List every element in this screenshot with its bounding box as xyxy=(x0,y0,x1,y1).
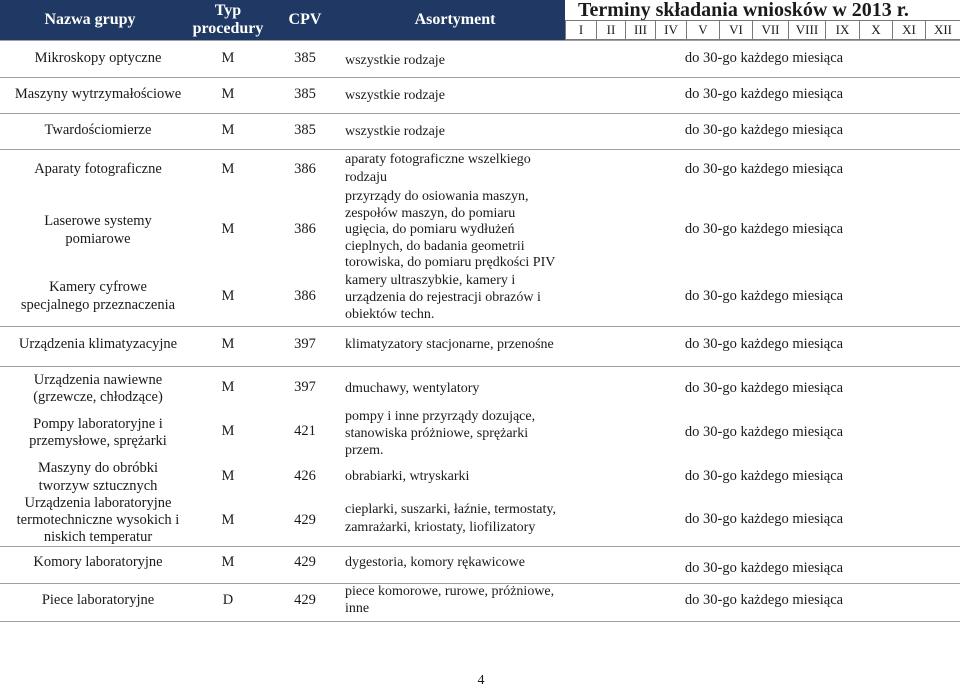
procedure-type: D xyxy=(222,592,234,608)
header-cpv: CPV xyxy=(288,11,322,28)
assortment-line: urządzenia do rejestracji obrazów i xyxy=(345,290,541,305)
group-name xyxy=(0,554,196,571)
group-name-line: Urządzenia laboratoryjne xyxy=(24,495,172,511)
group-name-line: niskich temperatur xyxy=(43,529,153,545)
procedure-type: M xyxy=(221,468,235,484)
header-deadlines-title: Terminy składania wniosków w 2013 r. xyxy=(578,0,909,21)
procedure-type: M xyxy=(221,161,235,177)
submission-deadline: do 30-go każdego miesiąca xyxy=(684,50,844,66)
header-procedure-type xyxy=(180,2,276,38)
month-cell: V xyxy=(686,21,719,39)
submission-deadline: do 30-go każdego miesiąca xyxy=(684,336,844,352)
procedure-type: M xyxy=(221,122,235,138)
cpv-code: 429 xyxy=(294,554,316,570)
header-assortment: Asortyment xyxy=(414,11,496,28)
assortment xyxy=(345,52,571,69)
row-divider xyxy=(0,366,960,367)
assortment-line: obrabiarki, wtryskarki xyxy=(345,469,470,484)
cpv-code: 386 xyxy=(294,288,316,304)
assortment-line: klimatyzatory stacjonarne, przenośne xyxy=(345,337,554,352)
assortment-line: wszystkie rodzaje xyxy=(345,88,445,103)
cpv-code: 385 xyxy=(294,122,316,138)
group-name xyxy=(0,336,196,353)
submission-deadline: do 30-go każdego miesiąca xyxy=(684,424,844,440)
submission-deadline: do 30-go każdego miesiąca xyxy=(684,221,844,237)
assortment xyxy=(345,123,571,140)
row-divider xyxy=(0,113,960,114)
group-name xyxy=(0,212,196,248)
cpv-code: 397 xyxy=(294,336,316,352)
group-name xyxy=(0,416,196,450)
submission-deadline: do 30-go każdego miesiąca xyxy=(684,161,844,177)
header-group-name: Nazwa grupy xyxy=(44,11,136,28)
group-name-line: pomiarowe xyxy=(65,231,131,247)
month-cell: VII xyxy=(752,21,788,39)
procedure-type: M xyxy=(221,379,235,395)
month-cell: III xyxy=(625,21,655,39)
assortment-line: obiektów techn. xyxy=(345,307,435,322)
cpv-code: 421 xyxy=(294,423,316,439)
row-divider xyxy=(0,326,960,327)
page-number: 4 xyxy=(477,673,485,688)
month-cell: IX xyxy=(825,21,859,39)
assortment xyxy=(345,408,571,459)
group-name-line: Komory laboratoryjne xyxy=(33,554,163,570)
assortment xyxy=(345,189,571,272)
assortment-line: zamrażarki, kriostaty, liofilizatory xyxy=(345,520,536,535)
group-name-line: (grzewcze, chłodzące) xyxy=(33,389,163,405)
assortment xyxy=(345,272,571,323)
assortment xyxy=(345,501,571,537)
group-name xyxy=(0,372,196,406)
assortment-line: cieplnych, do badania geometrii xyxy=(345,238,525,254)
procedure-type: M xyxy=(221,554,235,570)
assortment-line: ugięcia, do pomiaru wydłużeń xyxy=(345,222,515,237)
group-name-line: Mikroskopy optyczne xyxy=(34,50,162,66)
cpv-code: 397 xyxy=(294,379,316,395)
cpv-code: 385 xyxy=(294,86,316,102)
cpv-code: 386 xyxy=(294,221,316,237)
group-name xyxy=(0,50,196,67)
assortment-line: rodzaju xyxy=(345,170,387,185)
procedure-type: M xyxy=(221,86,235,102)
assortment-line: przem. xyxy=(345,443,384,458)
group-name-line: Kamery cyfrowe xyxy=(49,279,147,295)
group-name-line: Urządzenia nawiewne xyxy=(33,372,163,388)
assortment-line: stanowiska próżniowe, sprężarki xyxy=(345,426,529,441)
row-divider xyxy=(0,621,960,622)
assortment xyxy=(345,554,571,571)
group-name-line: Pompy laboratoryjne i xyxy=(33,416,163,432)
procedure-type: M xyxy=(221,221,235,237)
month-cell: XII xyxy=(925,21,960,39)
group-name-line: Laserowe systemy xyxy=(44,213,152,229)
group-name xyxy=(0,459,196,495)
cpv-code: 386 xyxy=(294,161,316,177)
group-name-line: przemysłowe, sprężarki xyxy=(29,433,167,449)
procedure-type: M xyxy=(221,336,235,352)
assortment-line: aparaty fotograficzne wszelkiego xyxy=(345,152,531,167)
group-name xyxy=(0,86,196,103)
group-name-line: Aparaty fotograficzne xyxy=(34,161,162,177)
submission-deadline: do 30-go każdego miesiąca xyxy=(684,511,844,527)
month-cell: II xyxy=(596,21,625,39)
group-name xyxy=(0,495,196,546)
assortment xyxy=(345,336,571,353)
header-months xyxy=(565,20,960,40)
submission-deadline: do 30-go każdego miesiąca xyxy=(684,592,844,608)
procedure-type: M xyxy=(221,288,235,304)
table-header xyxy=(0,0,565,40)
assortment xyxy=(345,584,571,617)
group-name xyxy=(0,592,196,609)
assortment xyxy=(345,87,571,104)
assortment xyxy=(345,380,571,397)
month-cell: XI xyxy=(892,21,925,39)
assortment-line: wszystkie rodzaje xyxy=(345,124,445,139)
group-name-line: Urządzenia klimatyzacyjne xyxy=(18,336,178,352)
submission-deadline: do 30-go każdego miesiąca xyxy=(684,560,844,576)
procedure-type: M xyxy=(221,50,235,66)
assortment-line: pompy i inne przyrządy dozujące, xyxy=(345,409,536,424)
assortment-line: wszystkie rodzaje xyxy=(345,53,445,68)
group-name xyxy=(0,122,196,139)
group-name-line: Piece laboratoryjne xyxy=(41,592,155,608)
assortment-line: cieplarki, suszarki, łaźnie, termostaty, xyxy=(345,502,556,517)
row-divider xyxy=(0,546,960,547)
assortment-line: dygestoria, komory rękawicowe xyxy=(345,555,525,570)
cpv-code: 429 xyxy=(294,592,316,608)
cpv-code: 426 xyxy=(294,468,316,484)
procedure-type: M xyxy=(221,423,235,439)
assortment-line: piece komorowe, rurowe, próżniowe, xyxy=(345,584,555,599)
row-divider xyxy=(0,149,960,150)
assortment xyxy=(345,151,571,187)
header-procedure-type-line: Typ xyxy=(214,2,242,19)
group-name xyxy=(0,278,196,314)
procedure-type: M xyxy=(221,512,235,528)
assortment-line: dmuchawy, wentylatory xyxy=(345,381,480,396)
submission-deadline: do 30-go każdego miesiąca xyxy=(684,122,844,138)
month-cell: VI xyxy=(719,21,752,39)
submission-deadline: do 30-go każdego miesiąca xyxy=(684,468,844,484)
group-name-line: Maszyny wytrzymałościowe xyxy=(14,86,182,102)
assortment-line: zespołów maszyn, do pomiaru xyxy=(345,205,516,221)
assortment-line: inne xyxy=(345,600,370,616)
group-name xyxy=(0,161,196,178)
submission-deadline: do 30-go każdego miesiąca xyxy=(684,288,844,304)
cpv-code: 429 xyxy=(294,512,316,528)
month-cell: X xyxy=(859,21,892,39)
month-cell: I xyxy=(565,21,596,39)
group-name-line: Maszyny do obróbki xyxy=(37,460,158,476)
cpv-code: 385 xyxy=(294,50,316,66)
row-divider xyxy=(0,40,960,41)
submission-deadline: do 30-go każdego miesiąca xyxy=(684,86,844,102)
group-name-line: Twardościomierze xyxy=(44,122,152,138)
assortment xyxy=(345,468,571,485)
assortment-line: przyrządy do osiowania maszyn, xyxy=(345,189,529,204)
header-procedure-type-line: procedury xyxy=(192,20,264,37)
group-name-line: specjalnego przeznaczenia xyxy=(20,297,176,313)
group-name-line: termotechniczne wysokich i xyxy=(16,512,180,528)
row-divider xyxy=(0,77,960,78)
assortment-line: torowiska, do pomiaru prędkości PIV xyxy=(345,255,556,270)
month-cell: IV xyxy=(655,21,686,39)
month-cell: VIII xyxy=(788,21,825,39)
assortment-line: kamery ultraszybkie, kamery i xyxy=(345,273,516,288)
group-name-line: tworzyw sztucznych xyxy=(38,478,158,494)
submission-deadline: do 30-go każdego miesiąca xyxy=(684,380,844,396)
